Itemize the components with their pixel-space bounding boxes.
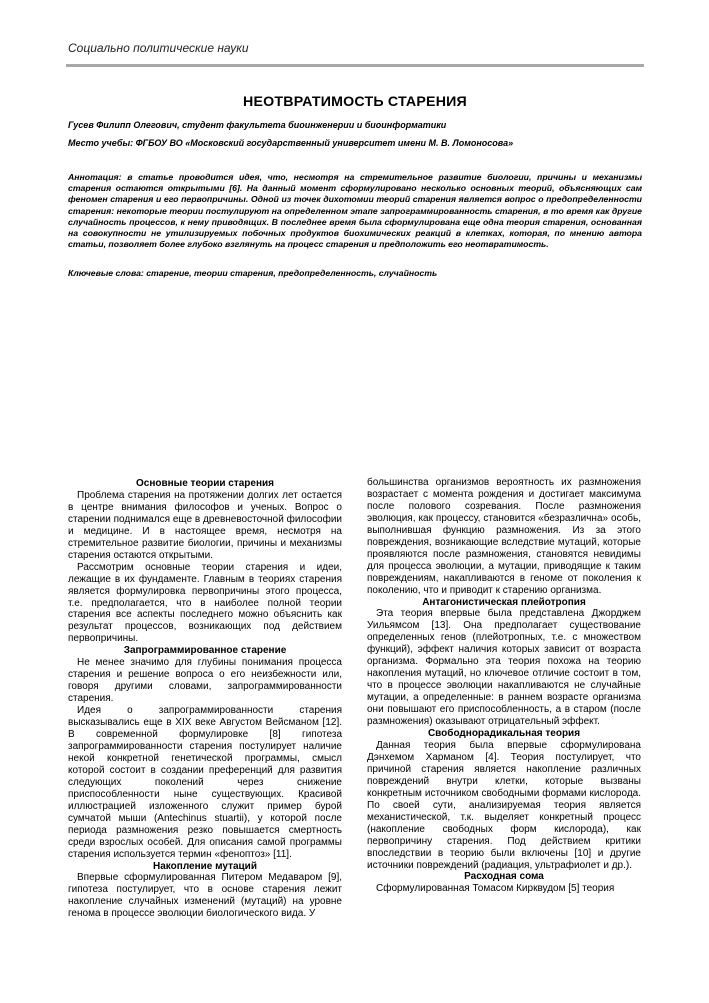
right-column	[367, 477, 641, 895]
article-title: НЕОТВРАТИМОСТЬ СТАРЕНИЯ	[243, 94, 467, 110]
paragraph: Впервые сформулированная Питером Медаваром [9], гипотеза постулирует, что в основе старения лежит накопление случайных изменений (мутаций) на уровне генома в процессе эволюции биологического вида. У	[68, 872, 342, 920]
section-heading-disposable-soma: Расходная сома	[464, 871, 544, 883]
paragraph: Данная теория была впервые сформулирована Дэнхемом Харманом [4]. Теория постулирует, что причиной старения является накопление различных повреждений внутри клетки, которые вызваны конкретным источником свободными формами кислорода. По своей сути, анализируемая теория является механистической, т.к. выделяет конкретный процесс (накопление свободных форм кислорода), как первопричину старения. Под действием критики впоследствии в теорию были включены [10] и другие источники повреждений (радиация, ультрафиолет и др.).	[367, 739, 641, 871]
paragraph: Сформулированная Томасом Кирквудом [5] теория	[376, 883, 615, 895]
affiliation-line: Место учебы: ФГБОУ ВО «Московский государственный университет имени М. В. Ломоносова»	[68, 138, 514, 148]
section-heading-programmed-aging: Запрограммированное старение	[123, 645, 287, 657]
paragraph: Проблема старения на протяжении долгих лет остается в центре внимания философов и ученых. Вопрос о старении поднимался еще в древневосточной философии и медицине. И в настоящее время, несмотря на стремительное развитие биологии, причины и механизмы старения остаются открытыми.	[68, 489, 342, 561]
left-column	[68, 478, 342, 920]
section-heading-antagonistic-pleiotropy: Антагонистическая плейотропия	[422, 596, 586, 608]
paragraph: Эта теория впервые была представлена Джорджем Уильямсом [13]. Она предполагает существование определенных генов (плейотропных, т.е. с множеством функций), эффект наличия которых зависит от возраста организма. Формально эта теория похожа на теорию накопления мутаций, но ключевое отличие состоит в том, что в процессе эволюции накапливаются не случайные мутации, а определенные: в раннем возрасте организма они повышают его приспособленность, а в старом (после размножения) оказывают отрицательный эффект.	[367, 608, 641, 728]
paragraph: Не менее значимо для глубины понимания процесса старения и решение вопроса о его неизбежности или, говоря другими словами, запрограммированности старения.	[68, 657, 342, 705]
paragraph: Идея о запрограммированности старения высказывались еще в XIX веке Августом Вейсманом [12]. В современной формулировке [8] гипотеза запрограммированности старения постулирует наличие некой конкретной генетической программы, смысл которой состоит в создании преференций для развития следующих поколений через снижение приспособленности ныне существующих. Красивой иллюстрацией изложенного служит пример бурой сумчатой мыши (Antechinus stuartii), у которой после периода размножения резко повышается смертность среди взрослых особей. Для описания самой программы старения используется термин «феноптоз» [11].	[68, 705, 342, 860]
section-heading-free-radical-theory: Свободнорадикальная теория	[427, 728, 581, 740]
keywords: Ключевые слова: старение, теории старения, предопределенность, случайность	[68, 268, 438, 278]
header-rule	[66, 64, 644, 67]
section-heading-main-theories: Основные теории старения	[135, 478, 275, 489]
section-heading-mutation-accumulation: Накопление мутаций	[153, 860, 257, 872]
abstract: Аннотация: в статье проводится идея, что, несмотря на стремительное развитие биологии, причины и механизмы старения остаются открытыми [6]. На данный момент сформулировано несколько основных теорий, объясняющих сам феномен старения и его первопричины. Одной из точек дихотомии теорий старения является вопрос о предопределенности старения: некоторые теории постулируют на определенном этапе запрограммированность старения, в то время как другие случайность процессов, к нему приводящих. В последнее время была сформулирована еще одна теория старения, основанная на совокупности не утилизируемых побочных продуктов биохимических реакций в клетках, которая, по мнению автора статьи, позволяет более глубоко взглянуть на процесс старения и предположить его неотвратимость.	[68, 172, 642, 250]
paragraph: Рассмотрим основные теории старения и идеи, лежащие в их фундаменте. Главным в теориях старения является формулировка первопричины этого процесса, т.е. предполагается, что в наиболее полной теории старения все аспекты последнего можно объяснить как результат процессов, возникающих под действием первопричины.	[68, 561, 342, 645]
paragraph-continued: большинства организмов вероятность их размножения возрастает с момента рождения и достигает максимума после полового созревания. После размножения эволюция, как процессу, становится «безразлична» особь, выполнившая функцию размножения. Из за этого повреждения, возникающие вследствие мутаций, которые проявляются после размножения, становятся невидимы для процесса эволюции, а мутации, приводящие к таким повреждениям, накапливаются в геноме от поколения к поколению, что и приводит к старению организма.	[367, 477, 641, 596]
journal-section-header: Социально политические науки	[68, 41, 249, 55]
author-line: Гусев Филипп Олегович, студент факультета биоинженерии и биоинформатики	[68, 120, 447, 130]
